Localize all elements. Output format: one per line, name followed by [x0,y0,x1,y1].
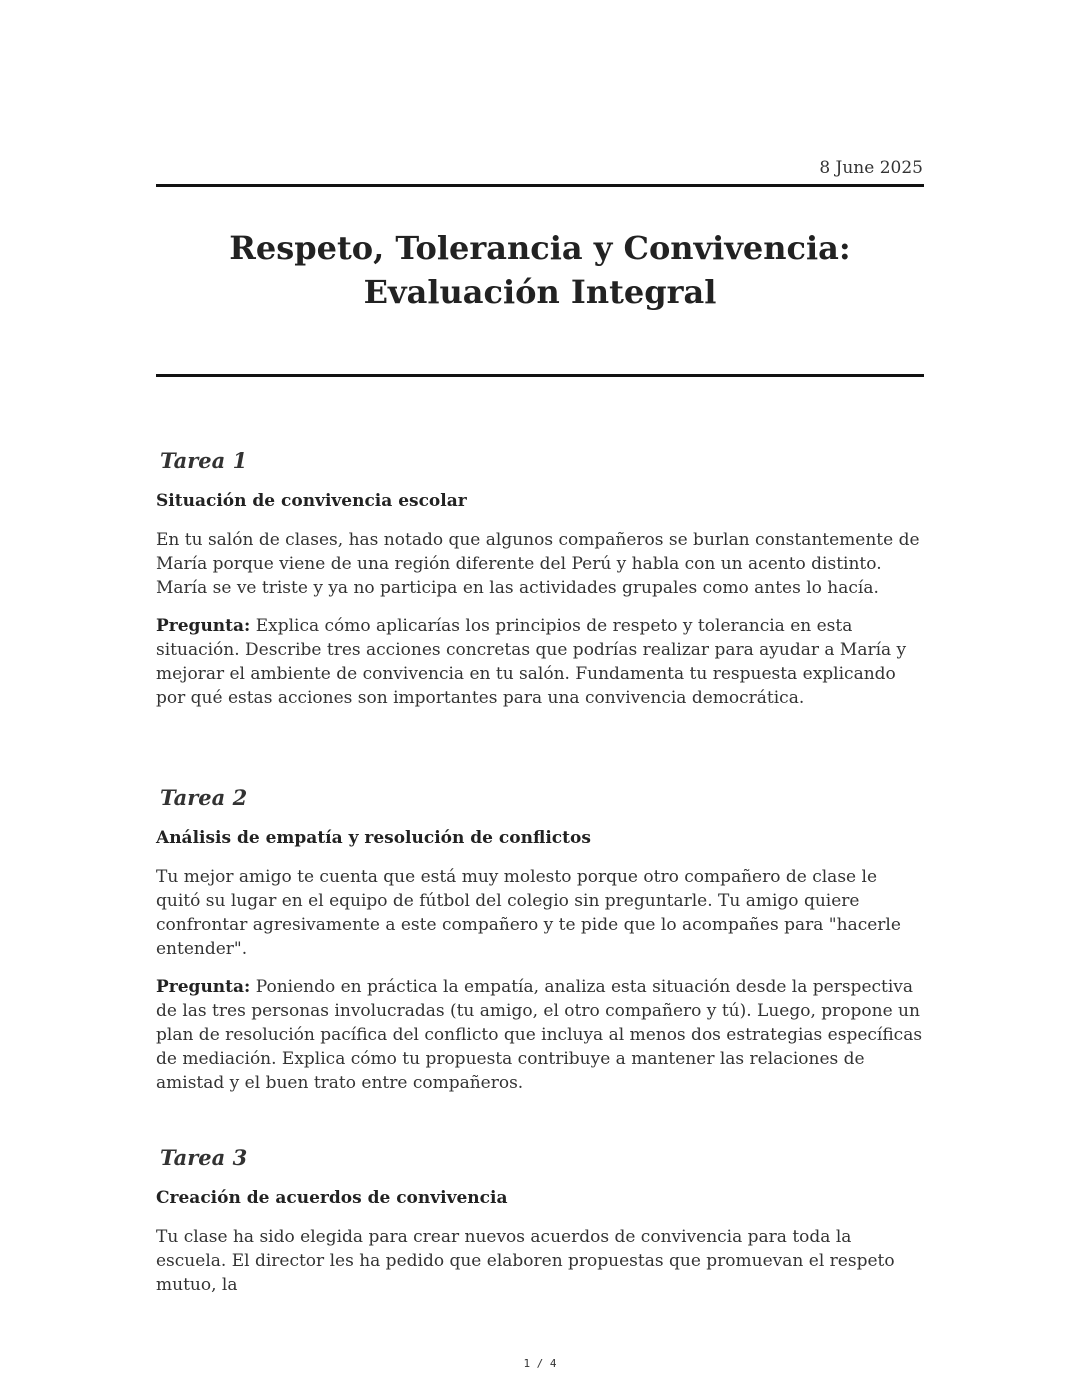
task-3-section [156,1143,924,1297]
task-subheading: Análisis de empatía y resolución de conflictos [156,828,591,848]
task-context: Tu clase ha sido elegida para crear nuevos acuerdos de convivencia para toda la escuela. El director les ha pedido que elaboren propuestas que promuevan el respeto mutuo, la [156,1227,895,1295]
date-label: 8 June 2025 [819,158,923,178]
task-subheading: Creación de acuerdos de convivencia [156,1188,508,1208]
task-question [156,614,924,710]
task-subheading: Situación de convivencia escolar [156,491,467,511]
header-rule [156,184,924,187]
task-heading: Tarea 3 [160,1145,248,1170]
question-label: Pregunta: [156,616,251,636]
question-text: Poniendo en práctica la empatía, analiza esta situación desde la perspectiva de las tres personas involucradas (tu amigo, el otro compañero y tú). Luego, propone un plan de resolución pacífica del conflicto que incluya al menos dos estrategias específicas de mediación. Explica cómo tu propuesta contribuye a mantener las relaciones de amistad y el buen trato entre compañeros. [156,977,923,1093]
task-heading: Tarea 1 [160,448,248,473]
task-heading: Tarea 2 [160,785,248,810]
question-text: Explica cómo aplicarías los principios de respeto y tolerancia en esta situación. Describe tres acciones concretas que podrías realizar para ayudar a María y mejorar el ambiente de convivencia en tu salón. Fundamenta tu respuesta explicando por qué estas acciones son importantes para una convivencia democrática. [156,616,907,708]
task-context: Tu mejor amigo te cuenta que está muy molesto porque otro compañero de clase le quitó su lugar en el equipo de fútbol del colegio sin preguntarle. Tu amigo quiere confrontar agresivamente a este compañero y te pide que lo acompañes para "hacerle entender". [156,867,901,959]
page-indicator: 1 / 4 [523,1357,557,1370]
task-1-section [156,446,924,710]
task-2-section [156,783,924,1095]
page-title: Respeto, Tolerancia y Convivencia: Evaluación Integral [229,229,851,311]
question-label: Pregunta: [156,977,251,997]
task-context: En tu salón de clases, has notado que algunos compañeros se burlan constantemente de María porque viene de una región diferente del Perú y habla con un acento distinto. María se ve triste y ya no participa en las actividades grupales como antes lo hacía. [156,530,920,598]
task-question [156,975,924,1095]
title-rule [156,374,924,377]
